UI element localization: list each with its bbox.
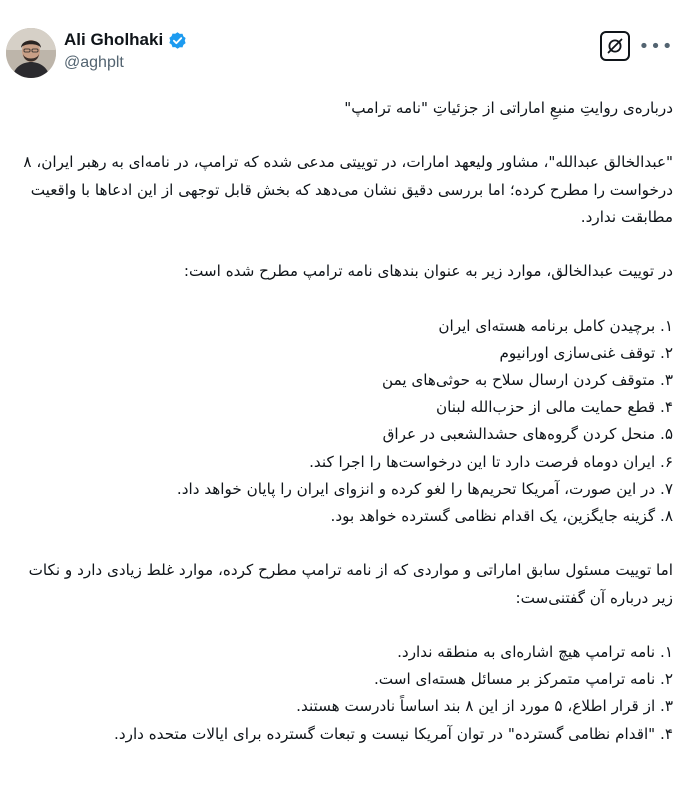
list-item: ۴. "اقدام نظامی گسترده" در توان آمریکا نیست و تبعات گسترده برای ایالات متحده دارد. xyxy=(114,724,673,743)
author-name-row[interactable] xyxy=(64,30,187,50)
list-item: ۱. برچیدن کامل برنامه هسته‌ای ایران xyxy=(438,316,673,335)
tweet-text xyxy=(6,95,673,748)
author-handle[interactable]: @aghplt xyxy=(64,54,124,71)
tweet-header xyxy=(0,0,681,90)
list-item: ۸. گزینه جایگزین، یک اقدام نظامی گسترده خواهد بود. xyxy=(330,507,673,525)
list-item: ۳. از قرار اطلاع، ۵ مورد از این ۸ بند اساساً نادرست هستند. xyxy=(296,697,673,716)
list-item: ۲. نامه ترامپ متمرکز بر مسائل هسته‌ای است. xyxy=(373,670,673,689)
list-item: ۳. متوقف کردن ارسال سلاح به حوثی‌های یمن xyxy=(382,370,673,389)
avatar[interactable] xyxy=(6,28,56,78)
grok-icon xyxy=(606,37,624,55)
list-item: ۱. نامه ترامپ هیچ اشاره‌ای به منطقه ندارد. xyxy=(397,642,673,661)
grok-button[interactable] xyxy=(600,31,630,61)
list-item: ۲. توقف غنی‌سازی اورانیوم xyxy=(499,343,673,362)
more-icon: ••• xyxy=(638,35,674,57)
list-item: ۴. قطع حمایت مالی از حزب‌الله لبنان xyxy=(436,398,673,417)
verified-badge-icon xyxy=(168,31,187,50)
more-options-button[interactable] xyxy=(638,34,674,58)
list-item: ۷. در این صورت، آمریکا تحریم‌ها را لغو کرده و انزوای ایران را پایان خواهد داد. xyxy=(176,479,673,498)
tweet-intro: "عبدالخالق عبدالله"، مشاور ولیعهد امارات، در توییتی مدعی شده که ترامپ، در نامه‌ای به رهبر ایران، ۸ درخواست را مطرح کرده؛ اما بررسی دقیق نشان می‌دهد که بخش قابل توجهی از این ادعاها با واقعیت مطابقت ندارد. xyxy=(23,153,673,226)
list-item: ۶. ایران دوماه فرصت دارد تا این درخواست‌ها را اجرا کند. xyxy=(309,452,673,471)
list1-intro: در توییت عبدالخالق، موارد زیر به عنوان بندهای نامه ترامپ مطرح شده است: xyxy=(183,262,673,281)
author-name[interactable]: Ali Gholhaki xyxy=(64,30,164,49)
list-item: ۵. منحل کردن گروه‌های حشدالشعبی در عراق xyxy=(382,425,673,444)
list2-intro: اما توییت مسئول سابق اماراتی و مواردی که از نامه ترامپ مطرح کرده، موارد غلط زیادی دارد و نکات زیر درباره آن گفتنی‌ست: xyxy=(28,561,673,607)
tweet-title: درباره‌ی روایتِ منبعِ اماراتی از جزئیاتِ "نامه ترامپ" xyxy=(344,99,673,117)
